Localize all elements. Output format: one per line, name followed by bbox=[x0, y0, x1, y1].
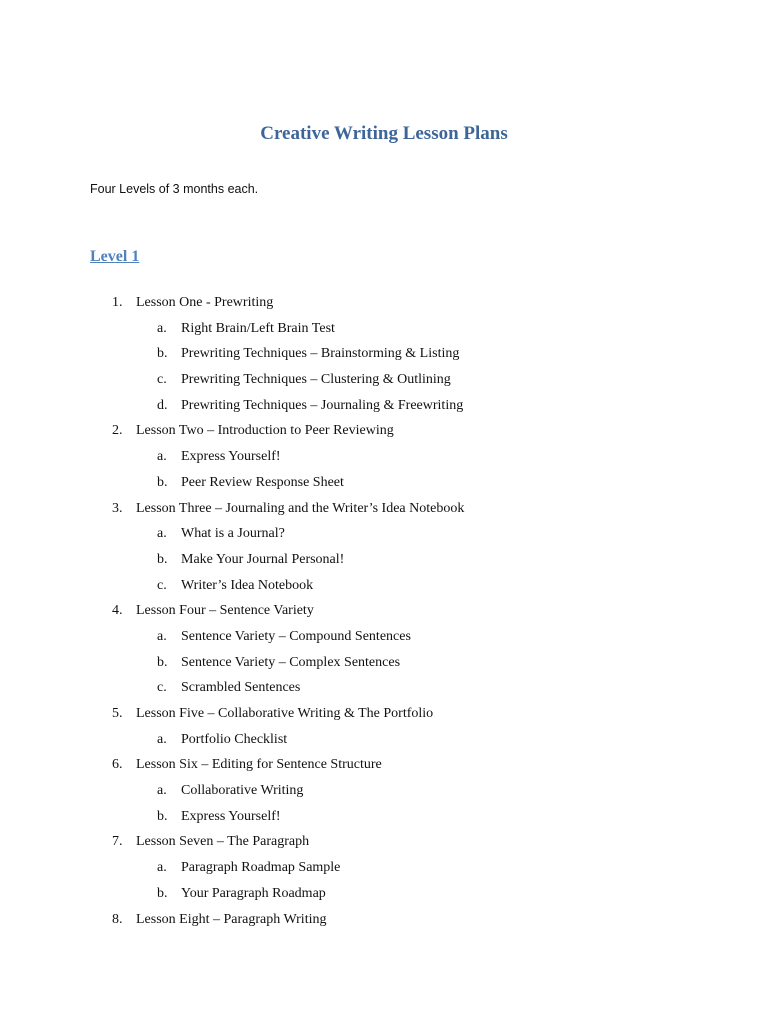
sub-item-letter: a. bbox=[157, 320, 167, 336]
sub-item-letter: c. bbox=[157, 372, 167, 388]
sub-item-letter: a. bbox=[157, 628, 167, 644]
sub-item-text: Express Yourself! bbox=[181, 808, 281, 824]
sub-item-text: Prewriting Techniques – Journaling & Freewriting bbox=[181, 397, 464, 413]
sub-item-letter: a. bbox=[157, 449, 167, 465]
lesson-number: 1. bbox=[112, 295, 123, 310]
lesson-number: 4. bbox=[112, 603, 123, 619]
sub-item-letter: c. bbox=[157, 680, 167, 696]
sub-item-text: Scrambled Sentences bbox=[181, 680, 301, 696]
lesson-title: Lesson Five – Collaborative Writing & The Portfolio bbox=[136, 706, 434, 721]
sub-item-text: Prewriting Techniques – Brainstorming & Listing bbox=[181, 346, 460, 362]
level-heading: Level 1 bbox=[90, 248, 140, 265]
sub-item-letter: c. bbox=[157, 577, 167, 593]
sub-item-text: Express Yourself! bbox=[181, 449, 281, 465]
sub-item-letter: b. bbox=[157, 346, 168, 362]
sub-item-letter: a. bbox=[157, 731, 167, 747]
lesson-number: 5. bbox=[112, 706, 123, 721]
sub-item-text: Right Brain/Left Brain Test bbox=[181, 320, 335, 336]
sub-item-letter: b. bbox=[157, 474, 168, 490]
lesson-number: 6. bbox=[112, 757, 123, 773]
intro-text: Four Levels of 3 months each. bbox=[90, 182, 259, 196]
sub-item-letter: d. bbox=[157, 397, 168, 413]
lesson-number: 7. bbox=[112, 834, 123, 850]
lesson-title: Lesson One - Prewriting bbox=[136, 295, 274, 310]
sub-item-letter: b. bbox=[157, 551, 168, 567]
sub-item-text: Your Paragraph Roadmap bbox=[181, 885, 326, 901]
sub-item-text: Sentence Variety – Compound Sentences bbox=[181, 628, 411, 644]
sub-item-text: Portfolio Checklist bbox=[181, 731, 288, 747]
sub-item-text: What is a Journal? bbox=[181, 526, 285, 542]
sub-item-text: Sentence Variety – Complex Sentences bbox=[181, 654, 401, 670]
lesson-number: 3. bbox=[112, 500, 123, 516]
sub-item-text: Peer Review Response Sheet bbox=[181, 474, 344, 490]
sub-item-text: Make Your Journal Personal! bbox=[181, 551, 345, 567]
lesson-title: Lesson Two – Introduction to Peer Reviewing bbox=[136, 423, 394, 439]
sub-item-letter: a. bbox=[157, 526, 167, 542]
sub-item-letter: a. bbox=[157, 783, 167, 799]
lesson-title: Lesson Three – Journaling and the Writer’s Idea Notebook bbox=[136, 500, 465, 516]
sub-item-text: Writer’s Idea Notebook bbox=[181, 577, 314, 593]
lesson-title: Lesson Four – Sentence Variety bbox=[136, 603, 314, 619]
sub-item-text: Paragraph Roadmap Sample bbox=[181, 860, 341, 876]
lesson-title: Lesson Eight – Paragraph Writing bbox=[136, 911, 327, 927]
lesson-number: 8. bbox=[112, 911, 123, 927]
sub-item-text: Prewriting Techniques – Clustering & Outlining bbox=[181, 372, 451, 388]
lesson-title: Lesson Six – Editing for Sentence Structure bbox=[136, 757, 382, 773]
sub-item-letter: b. bbox=[157, 885, 168, 901]
sub-item-text: Collaborative Writing bbox=[181, 783, 304, 799]
page-title: Creative Writing Lesson Plans bbox=[260, 123, 508, 144]
lesson-number: 2. bbox=[112, 423, 123, 439]
sub-item-letter: b. bbox=[157, 654, 168, 670]
sub-item-letter: a. bbox=[157, 860, 167, 876]
lesson-title: Lesson Seven – The Paragraph bbox=[136, 834, 310, 850]
sub-item-letter: b. bbox=[157, 808, 168, 824]
